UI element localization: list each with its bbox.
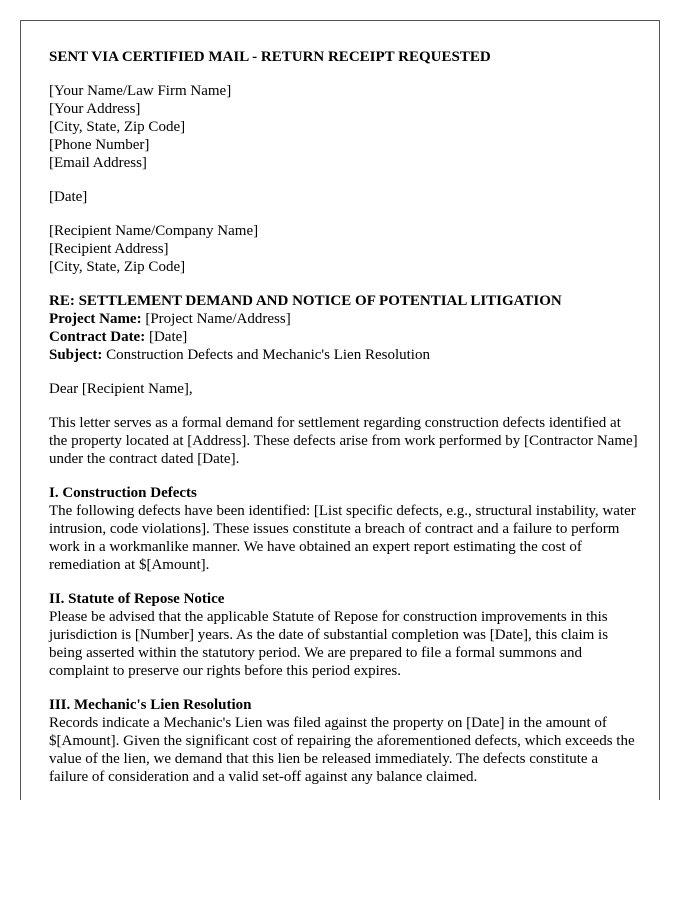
section-body: Records indicate a Mechanic's Lien was filed against the property on [Date] in the amount of $[Amount]. Given the significant cost of repairing the aforementioned defects, which exceeds the value of the lien, we demand that this lien be released immediately. The defects constitute a failure of consideration and a valid set-off against any balance claimed.: [49, 715, 635, 785]
project-label: Project Name:: [49, 311, 142, 327]
intro-paragraph: This letter serves as a formal demand for settlement regarding construction defects identified at the property located at [Address]. These defects arise from work performed by [Contractor Name] under the contract dated [Date].: [49, 415, 638, 467]
delivery-notice: SENT VIA CERTIFIED MAIL - RETURN RECEIPT REQUESTED: [49, 49, 491, 65]
recipient-block: [49, 222, 639, 276]
recipient-name: [Recipient Name/Company Name]: [49, 223, 259, 239]
re-line: RE: SETTLEMENT DEMAND AND NOTICE OF POTENTIAL LITIGATION: [49, 293, 562, 309]
section-construction-defects: [49, 484, 639, 574]
subject-line: [49, 346, 639, 364]
salutation: Dear [Recipient Name],: [49, 381, 193, 397]
sender-name: [Your Name/Law Firm Name]: [49, 83, 232, 99]
sender-city-state-zip: [City, State, Zip Code]: [49, 119, 186, 135]
recipient-city-state-zip: [City, State, Zip Code]: [49, 259, 186, 275]
letter-date: [Date]: [49, 189, 88, 205]
project-line: [49, 310, 639, 328]
section-mechanics-lien: [49, 696, 639, 786]
recipient-address: [Recipient Address]: [49, 241, 169, 257]
section-body: The following defects have been identified: [List specific defects, e.g., structural instability, water intrusion, code violations]. These issues constitute a breach of contract and a failure to perform work in a workmanlike manner. We have obtained an expert report estimating the cost of remediation at $[Amount].: [49, 503, 636, 573]
subject-value: Construction Defects and Mechanic's Lien Resolution: [102, 347, 430, 363]
section-title: I. Construction Defects: [49, 485, 197, 501]
sender-phone: [Phone Number]: [49, 137, 150, 153]
letter-content: [49, 48, 639, 786]
section-title: II. Statute of Repose Notice: [49, 591, 225, 607]
contract-value: [Date]: [145, 329, 188, 345]
section-body: Please be advised that the applicable Statute of Repose for construction improvements in this jurisdiction is [Number] years. As the date of substantial completion was [Date], this claim is being asserted within the statutory period. We are prepared to file a formal summons and complaint to preserve our rights before this period expires.: [49, 609, 609, 679]
section-title: III. Mechanic's Lien Resolution: [49, 697, 252, 713]
letter-page: [20, 20, 660, 800]
contract-label: Contract Date:: [49, 329, 146, 345]
subject-label: Subject:: [49, 347, 103, 363]
re-block: [49, 292, 639, 364]
project-value: [Project Name/Address]: [141, 311, 291, 327]
section-statute-of-repose: [49, 590, 639, 680]
contract-line: [49, 328, 639, 346]
sender-block: [49, 82, 639, 172]
sender-email: [Email Address]: [49, 155, 147, 171]
sender-address: [Your Address]: [49, 101, 141, 117]
